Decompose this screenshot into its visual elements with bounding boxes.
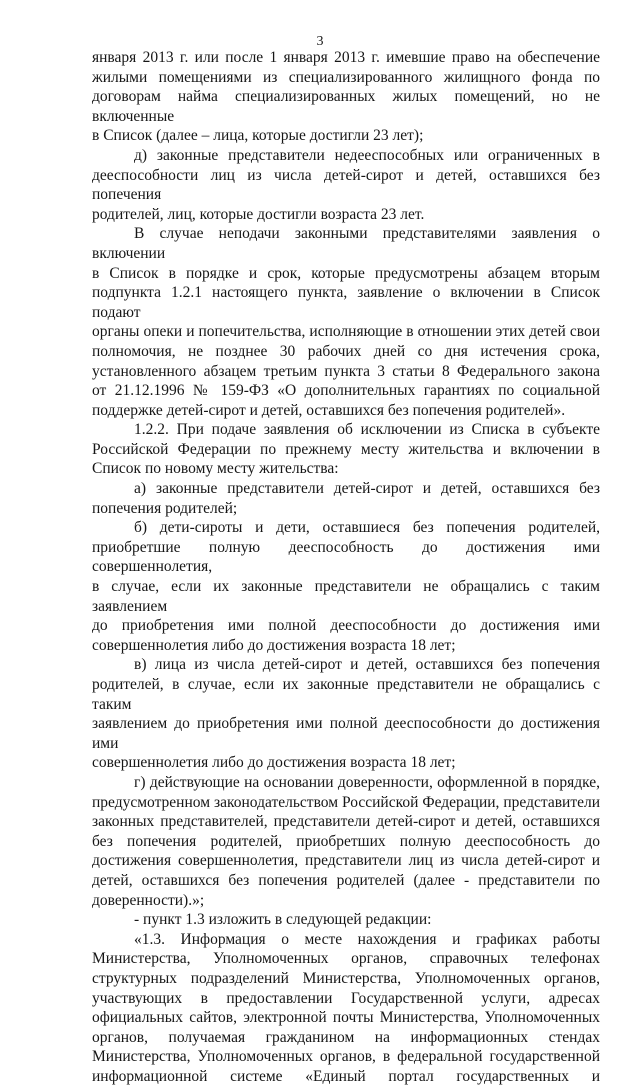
text-line: жилыми помещениями из специализированного жилищного фонда по — [92, 68, 600, 86]
text-line: приобретшие полную дееспособность до достижения ими совершеннолетия, — [92, 538, 600, 576]
text-line: информационной системе «Единый портал государственных и — [92, 1067, 600, 1085]
text-line: предусмотренном законодательством Российской Федерации, представители — [92, 793, 600, 811]
text-line: органов, получаемая гражданином на информационных стендах — [92, 1028, 600, 1046]
text-line: родителей, в случае, если их законные представители не обращались с таким — [92, 676, 600, 713]
text-line: января 2013 г. или после 1 января 2013 г. имевшие право на обеспечение — [92, 49, 600, 66]
document-body — [92, 48, 600, 1086]
text-line: попечения родителей; — [92, 499, 238, 517]
text-line: 1.2.2. При подаче заявления об исключении из Списка в субъекте — [134, 421, 600, 439]
text-line: подпункта 1.2.1 настоящего пункта, заявление о включении в Список подают — [92, 284, 600, 321]
text-line: в случае, если их законные представители не обращались с таким заявлением — [92, 578, 600, 615]
text-line: доверенности).»; — [92, 891, 205, 909]
text-line: г) действующие на основании доверенности, оформленной в порядке, — [134, 773, 600, 791]
text-line: заявлением до приобретения ими полной дееспособности до достижения ими — [92, 715, 600, 752]
text-line: детей, оставшихся без попечения родителей (далее - представители по — [92, 871, 600, 889]
text-line: Министерства, Уполномоченных органов, справочных телефонах — [92, 950, 600, 968]
text-line: в) лица из числа детей-сирот и детей, оставшихся без попечения — [134, 656, 600, 674]
text-line: дееспособности лиц из числа детей-сирот и детей, оставшихся без попечения — [92, 166, 600, 204]
text-line: структурных подразделений Министерства, Уполномоченных органов, — [92, 969, 600, 987]
text-line: полномочия, не позднее 30 рабочих дней со дня истечения срока, — [92, 342, 600, 360]
text-line: достижения совершеннолетия, представители лиц из числа детей-сирот и — [92, 852, 600, 870]
text-line: совершеннолетия либо до достижения возраста 18 лет; — [92, 754, 456, 772]
text-line: Список по новому месту жительства: — [92, 460, 339, 478]
text-line: а) законные представители детей-сирот и детей, оставшихся без — [134, 480, 600, 498]
text-line: до приобретения ими полной дееспособности до достижения ими — [92, 617, 600, 635]
text-line: без попечения родителей, приобретших полную дееспособность до — [92, 832, 600, 850]
page-number: 3 — [316, 34, 324, 49]
text-line: органы опеки и попечительства, исполняющие в отношении этих детей свои — [92, 323, 600, 341]
text-line: Министерства, Уполномоченных органов, в федеральной государственной — [92, 1048, 600, 1066]
text-line: - пункт 1.3 изложить в следующей редакции: — [134, 911, 432, 929]
text-line: б) дети-сироты и дети, оставшиеся без попечения родителей, — [134, 519, 600, 537]
text-line: в Список (далее – лица, которые достигли 23 лет); — [92, 127, 424, 145]
text-line: совершеннолетия либо до достижения возраста 18 лет; — [92, 636, 456, 654]
text-line: установленного абзацем третьим пункта 3 статьи 8 Федерального закона — [92, 362, 600, 380]
text-line: участвующих в предоставлении Государственной услуги, адресах — [92, 989, 600, 1007]
text-line: законных представителей, представители детей-сирот и детей, оставшихся — [92, 813, 600, 831]
text-line: родителей, лиц, которые достигли возраста 23 лет. — [92, 205, 425, 223]
text-line: от 21.12.1996 № 159-ФЗ «О дополнительных гарантиях по социальной — [92, 382, 600, 400]
text-line: официальных сайтов, электронной почты Министерства, Уполномоченных — [92, 1009, 600, 1027]
text-line: «1.3. Информация о месте нахождения и графиках работы — [134, 930, 600, 948]
text-line: Российской Федерации по прежнему месту жительства и включении в — [92, 440, 600, 458]
text-line: в Список в порядке и срок, которые предусмотрены абзацем вторым — [92, 264, 600, 282]
text-line: поддержке детей-сирот и детей, оставшихся без попечения родителей». — [92, 401, 566, 419]
text-line: д) законные представители недееспособных или ограниченных в — [134, 146, 600, 164]
text-line: договорам найма специализированных жилых помещений, но не включенные — [92, 88, 600, 125]
text-line: В случае неподачи законными представителями заявления о включении — [92, 225, 600, 262]
